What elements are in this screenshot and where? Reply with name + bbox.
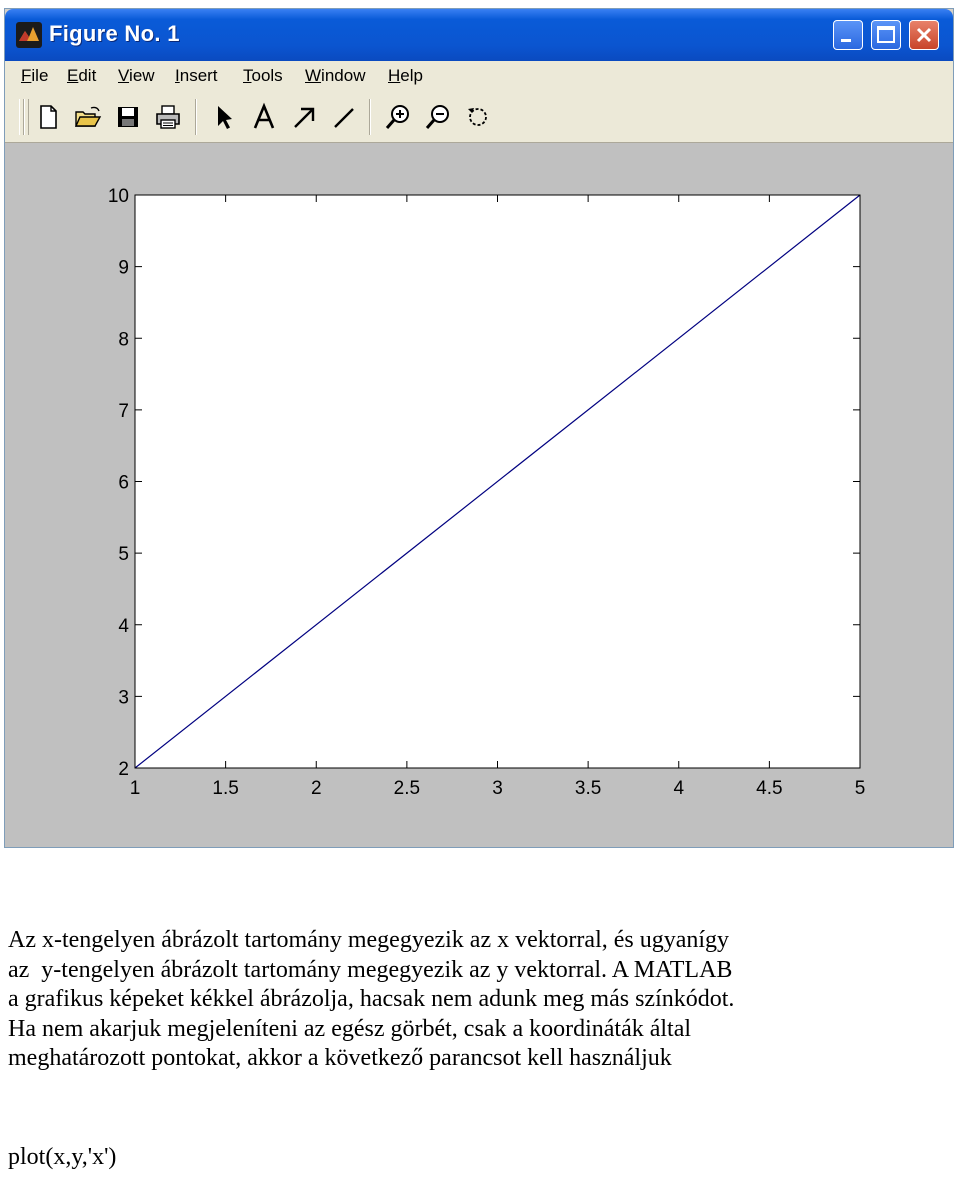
x-tick-label: 4 [673,778,685,799]
x-tick-label: 3.5 [574,778,602,799]
menu-file[interactable] [21,66,48,86]
menu-file-label: ile [31,66,49,85]
open-button[interactable] [73,102,103,132]
menu-insert-label: nsert [179,66,218,85]
menu-view[interactable] [118,66,155,86]
y-tick-label: 3 [118,687,129,709]
toolbar-separator [195,99,197,135]
maximize-button[interactable] [871,20,901,50]
menu-view-mnemonic: V [118,66,130,85]
menu-help-label: elp [400,66,423,85]
minimize-button[interactable] [833,20,863,50]
new-file-icon [33,102,63,132]
zoom-out-icon [423,102,453,132]
x-tick-label: 2.5 [393,778,421,799]
minimize-icon [834,21,862,49]
y-tick-label: 8 [118,329,129,351]
y-tick-label: 10 [107,186,129,207]
insert-arrow-icon [289,102,319,132]
menu-edit-mnemonic: E [67,66,79,85]
figure-canvas[interactable] [5,143,953,847]
y-tick-label: 6 [118,472,129,494]
zoom-in-icon [383,102,413,132]
open-folder-icon [73,102,103,132]
zoom-out-button[interactable] [423,102,453,132]
paragraph-line: Az x-tengelyen ábrázolt tartomány megegyezik az x vektorral, és ugyanígy [8,927,730,953]
insert-line-button[interactable] [329,102,359,132]
menu-window-mnemonic: W [305,66,322,85]
paragraph-line: meghatározott pontokat, akkor a következő parancsot kell használjuk [8,1045,672,1071]
menu-file-mnemonic: F [21,66,32,85]
menu-view-label: iew [129,66,155,85]
x-tick-label: 4.5 [756,778,783,799]
x-tick-label: 2 [310,778,322,799]
paragraph-line: a grafikus képeket kékkel ábrázolja, hacsak nem adunk meg más színkódot. [8,986,735,1012]
select-arrow-icon [209,102,239,132]
zoom-in-button[interactable] [383,102,413,132]
menu-help[interactable] [388,66,423,86]
toolbar [5,93,953,143]
y-tick-label: 9 [118,257,129,279]
menu-tools-label: ools [251,66,283,85]
menu-tools[interactable] [243,66,283,86]
x-tick-label: 5 [854,778,866,799]
save-icon [113,102,143,132]
insert-text-button[interactable] [249,102,279,132]
line-plot[interactable] [5,143,953,847]
title-bar[interactable] [5,9,953,61]
rotate-button[interactable] [463,102,493,132]
save-button[interactable] [113,102,143,132]
figure-window [4,8,954,848]
menu-window-label: indow [321,66,366,85]
y-tick-label: 2 [118,759,129,780]
insert-arrow-button[interactable] [289,102,319,132]
x-tick-label: 1.5 [212,778,239,799]
new-file-button[interactable] [33,102,63,132]
explanation-paragraph [8,926,958,1074]
insert-text-icon [249,102,279,132]
paragraph-line: az y-tengelyen ábrázolt tartomány megegyezik az y vektorral. A MATLAB [8,956,733,983]
window-title: Figure No. 1 [49,21,180,46]
menu-tools-mnemonic: T [243,66,252,85]
menu-edit[interactable] [67,66,96,86]
print-button[interactable] [153,102,183,132]
toolbar-separator [369,99,371,135]
y-tick-label: 5 [118,544,129,566]
y-tick-label: 4 [118,615,129,637]
rotate-icon [463,102,493,132]
select-button[interactable] [209,102,239,132]
code-snippet: plot(x,y,'x') [8,1144,117,1170]
close-icon [910,21,938,49]
paragraph-line: Ha nem akarjuk megjeleníteni az egész görbét, csak a koordináták által [8,1015,692,1042]
menu-edit-label: dit [78,66,97,85]
close-button[interactable] [909,20,939,50]
menu-insert-mnemonic: I [175,66,180,85]
menu-bar [5,61,953,93]
insert-line-icon [329,102,359,132]
menu-window[interactable] [305,66,365,86]
menu-help-mnemonic: H [388,66,401,85]
x-tick-label: 1 [129,778,141,799]
print-icon [153,102,183,132]
menu-insert[interactable] [175,66,218,86]
x-tick-label: 3 [492,778,503,799]
y-tick-label: 7 [118,400,129,422]
toolbar-grip[interactable] [24,99,29,135]
maximize-icon [872,21,900,49]
matlab-icon [15,21,43,49]
